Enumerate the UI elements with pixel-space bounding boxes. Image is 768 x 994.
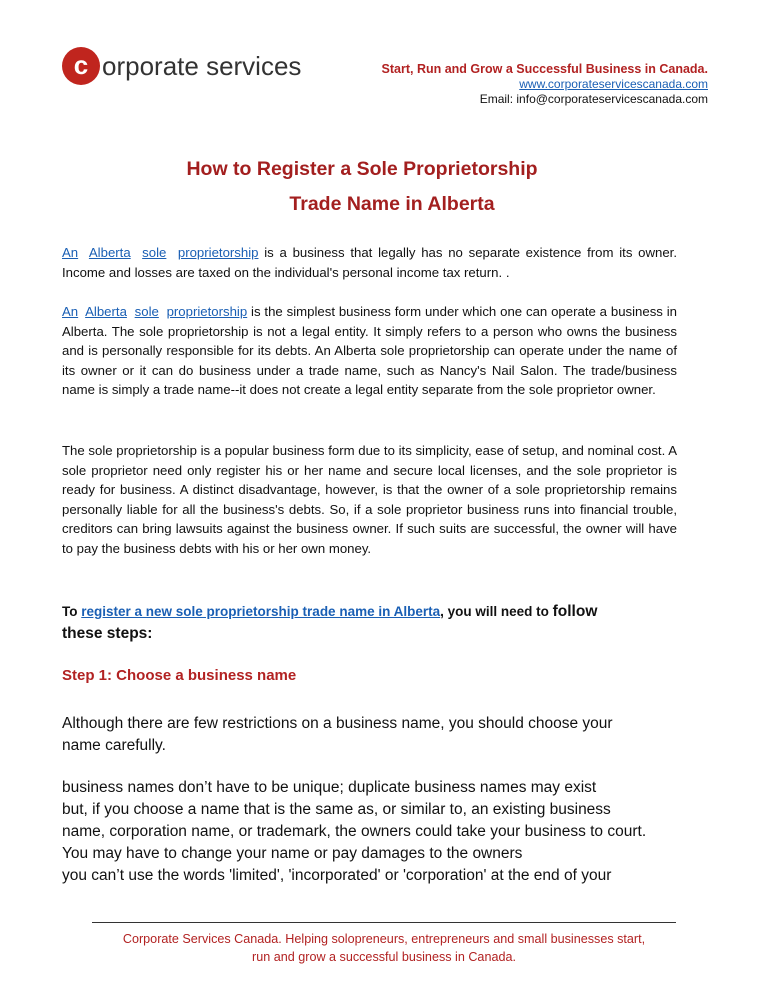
list-item: you can’t use the words 'limited', 'incorporated' or 'corporation' at the end of your (62, 867, 612, 884)
page-title-line1: How to Register a Sole Proprietorship (186, 158, 538, 180)
link-proprietorship[interactable]: proprietorship (166, 304, 248, 319)
logo-wordmark: orporate services (102, 51, 302, 81)
link-proprietorship[interactable]: proprietorship (177, 245, 259, 260)
register-link[interactable]: register a new sole proprietorship trade name in Alberta (81, 604, 441, 619)
list-item: You may have to change your name or pay damages to the owners (62, 845, 523, 862)
step-1-heading: Step 1: Choose a business name (62, 667, 297, 684)
step-1-intro: Although there are few restrictions on a business name, you should choose your name carefully. (62, 715, 613, 754)
link-alberta[interactable]: Alberta (88, 245, 131, 260)
link-sole[interactable]: sole (142, 245, 167, 260)
header-tagline: Start, Run and Grow a Successful Business in Canada. (381, 62, 708, 76)
link-an[interactable]: An (62, 304, 79, 319)
website-link[interactable]: www.corporateservicescanada.com (519, 77, 708, 91)
footer-line-2: run and grow a successful business in Canada. (252, 950, 516, 964)
link-an[interactable]: An (62, 245, 79, 260)
header-email: Email: info@corporateservicescanada.com (479, 92, 708, 106)
p4-these-steps: these steps: (62, 625, 153, 642)
footer-divider (92, 922, 676, 923)
step-1-list (62, 777, 702, 887)
link-alberta[interactable]: Alberta (85, 304, 127, 319)
p4-suffix: , you will need to (440, 604, 553, 619)
paragraph-1-text: is a business that legally has no separate existence from its owner. Income and losses are taxed on the individual's personal income tax return. . (62, 245, 678, 280)
list-item: business names don’t have to be unique; duplicate business names may exist (62, 779, 597, 796)
logo-letter: c (73, 50, 89, 80)
footer-line-1: Corporate Services Canada. Helping solopreneurs, entrepreneurs and small businesses start, (122, 932, 646, 946)
header-contact (382, 62, 708, 107)
paragraph-1 (62, 243, 677, 282)
list-item: but, if you choose a name that is the same as, or similar to, an existing business (62, 801, 611, 818)
paragraph-2-text: is the simplest business form under which one can operate a business in Alberta. The sole proprietorship is not a legal entity. It simply refers to a person who owns the business and is personally responsible for its debts. An Alberta sole proprietorship can operate under the name of its owner or it can do business under a trade name, such as Nancy's Nail Salon. The trade/business name is simply a trade name--it does not create a legal entity separate from the sole proprietor owner. (62, 304, 678, 397)
paragraph-2 (62, 302, 677, 400)
p4-follow: follow (552, 603, 598, 620)
p4-prefix: To (62, 604, 82, 619)
page-title-line2: Trade Name in Alberta (289, 193, 495, 215)
link-sole[interactable]: sole (134, 304, 159, 319)
paragraph-3: The sole proprietorship is a popular business form due to its simplicity, ease of setup, and nominal cost. A sole proprietor need only register his or her name and secure local licenses, and the sole proprietor is ready for business. A distinct disadvantage, however, is that the owner of a sole proprietorship remains personally liable for all the business's debts. So, if a sole proprietor business runs into financial trouble, creditors can bring lawsuits against the business owner. If such suits are successful, the owner will have to pay the business debts with his or her own money. (62, 443, 677, 556)
company-logo (62, 44, 302, 88)
paragraph-4 (62, 601, 677, 645)
footer (0, 930, 768, 966)
list-item: name, corporation name, or trademark, the owners could take your business to court. (62, 823, 647, 840)
